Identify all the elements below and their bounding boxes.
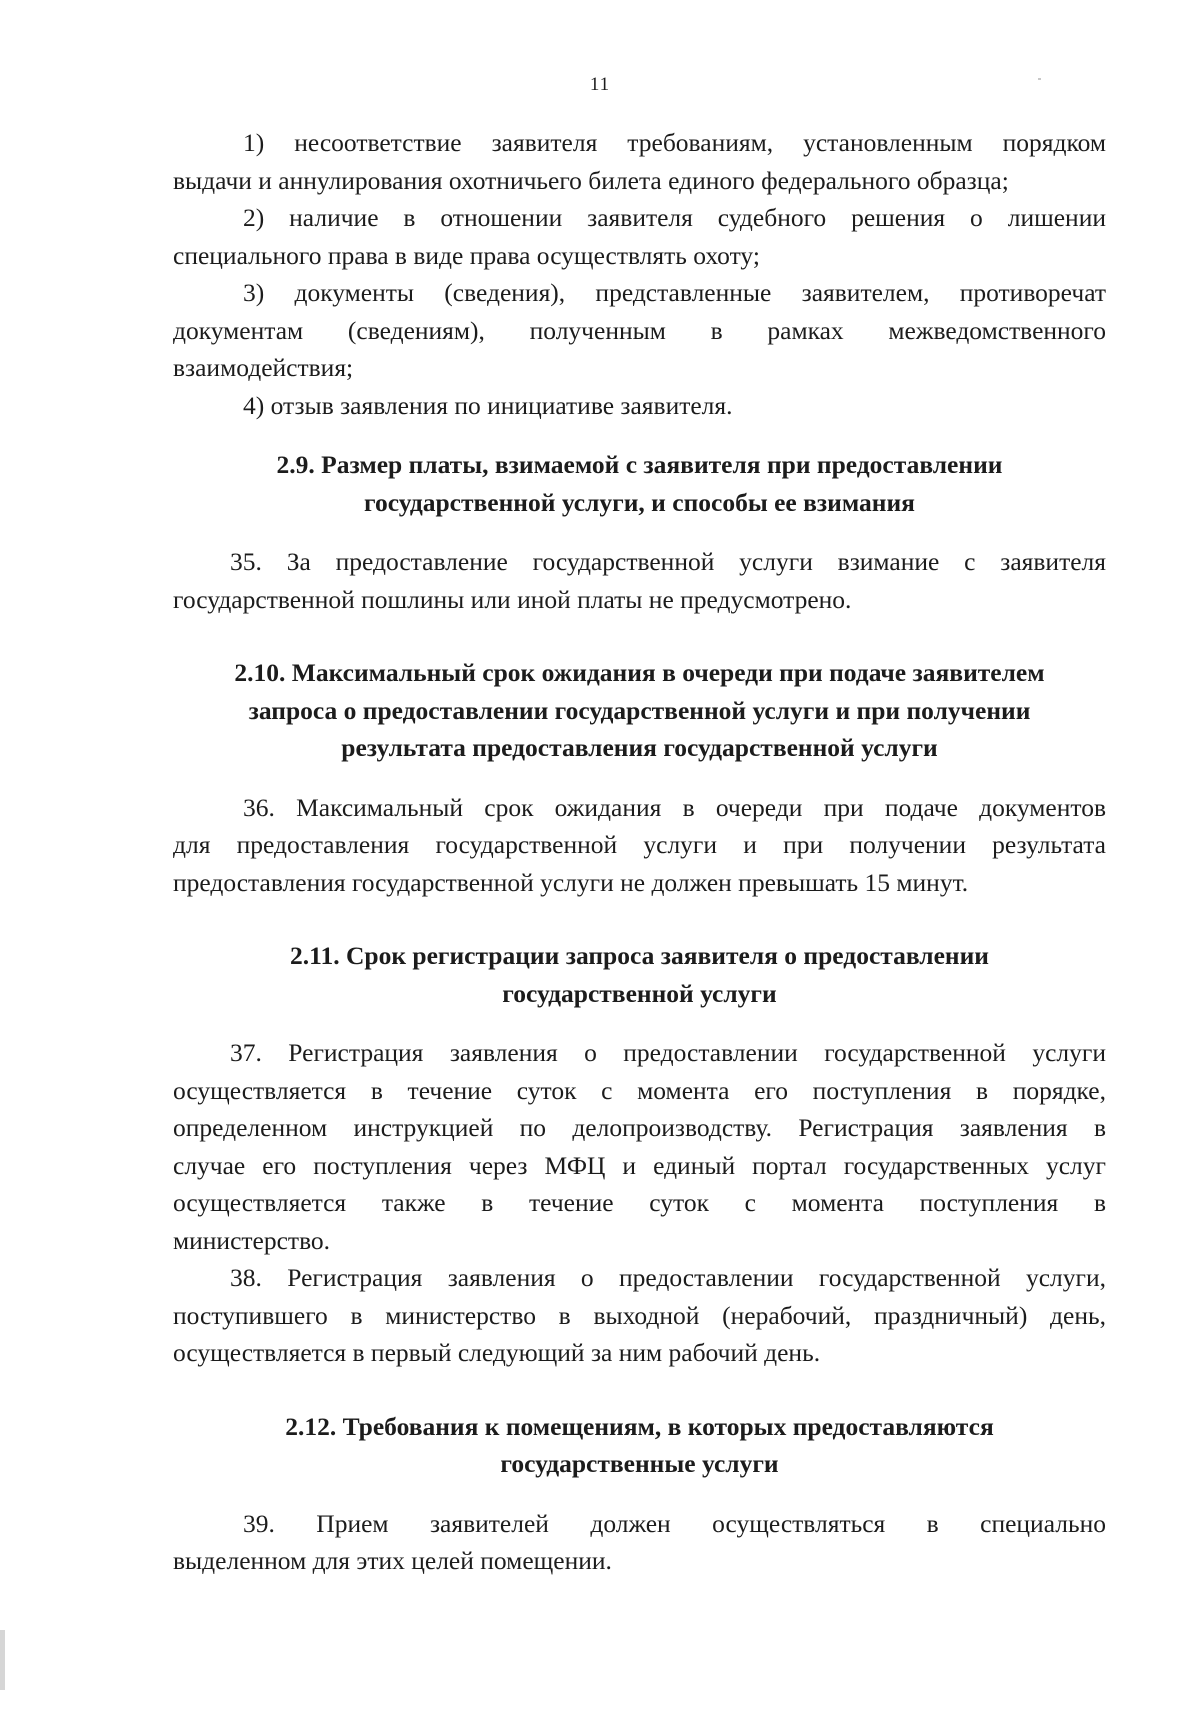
heading-line: государственной услуги (502, 978, 777, 1008)
text-line: 4) отзыв заявления по инициативе заявителя. (243, 390, 733, 420)
heading-line: 2.9. Размер платы, взимаемой с заявителя при предоставлении (276, 450, 1003, 479)
text-line: 1) несоответствие заявителя требованиям, установленным порядком (243, 128, 1106, 157)
heading-line: государственной услуги, и способы ее взимания (364, 487, 915, 517)
section-heading-2-10 (173, 654, 1106, 767)
paragraph-37 (173, 1034, 1106, 1259)
list-item-1 (173, 124, 1106, 199)
text-line: поступившего в министерство в выходной (нерабочий, праздничный) день, (173, 1300, 1106, 1330)
page-number: 11 (589, 74, 611, 95)
section-heading-2-9 (173, 446, 1106, 521)
paragraph-38 (173, 1259, 1106, 1372)
text-line: выделенном для этих целей помещении. (173, 1546, 612, 1575)
page-content (173, 124, 1106, 1580)
text-line: 35. За предоставление государственной услуги взимание с заявителя (230, 547, 1106, 576)
text-line: 39. Прием заявителей должен осуществляться в специально (243, 1508, 1106, 1538)
text-line: осуществляется в течение суток с момента его поступления в порядке, (173, 1075, 1106, 1105)
text-line: определенном инструкцией по делопроизводству. Регистрация заявления в (173, 1113, 1106, 1142)
heading-line: государственные услуги (500, 1449, 779, 1478)
text-line: государственной пошлины или иной платы не предусмотрено. (173, 584, 852, 614)
text-line: 3) документы (сведения), представленные заявителем, противоречат (243, 278, 1106, 307)
section-heading-2-12 (173, 1408, 1106, 1483)
paragraph-36 (173, 789, 1106, 902)
heading-line: запроса о предоставлении государственной услуги и при получении (248, 695, 1031, 725)
paragraph-35 (173, 543, 1106, 618)
text-line: 2) наличие в отношении заявителя судебного решения о лишении (243, 203, 1106, 232)
text-line: документам (сведениям), полученным в рамках межведомственного (173, 315, 1106, 345)
text-line: взаимодействия; (173, 353, 354, 382)
text-line: 37. Регистрация заявления о предоставлении государственной услуги (230, 1038, 1106, 1067)
heading-line: результата предоставления государственной услуги (341, 733, 938, 762)
paragraph-39 (173, 1505, 1106, 1580)
text-line: предоставления государственной услуги не должен превышать 15 минут. (173, 867, 969, 897)
list-item-4 (173, 387, 1106, 425)
text-line: случае его поступления через МФЦ и единый портал государственных услуг (173, 1150, 1106, 1180)
text-line: министерство. (173, 1225, 331, 1255)
text-line: осуществляется также в течение суток с момента поступления в (173, 1188, 1106, 1217)
scan-edge-mark (0, 1630, 5, 1690)
text-line: для предоставления государственной услуги и при получении результата (173, 830, 1106, 859)
list-item-2 (173, 199, 1106, 274)
list-item-3 (173, 274, 1106, 387)
text-line: осуществляется в первый следующий за ним рабочий день. (173, 1338, 821, 1367)
text-line: 38. Регистрация заявления о предоставлении государственной услуги, (230, 1263, 1106, 1292)
section-heading-2-11 (173, 937, 1106, 1012)
heading-line: 2.12. Требования к помещениям, в которых предоставляются (285, 1411, 994, 1441)
text-line: 36. Максимальный срок ожидания в очереди при подаче документов (243, 792, 1106, 822)
heading-line: 2.10. Максимальный срок ожидания в очереди при подаче заявителем (234, 658, 1045, 687)
heading-line: 2.11. Срок регистрации запроса заявителя о предоставлении (290, 941, 989, 970)
text-line: специального права в виде права осуществлять охоту; (173, 240, 760, 270)
text-line: выдачи и аннулирования охотничьего билета единого федерального образца; (173, 165, 1009, 195)
